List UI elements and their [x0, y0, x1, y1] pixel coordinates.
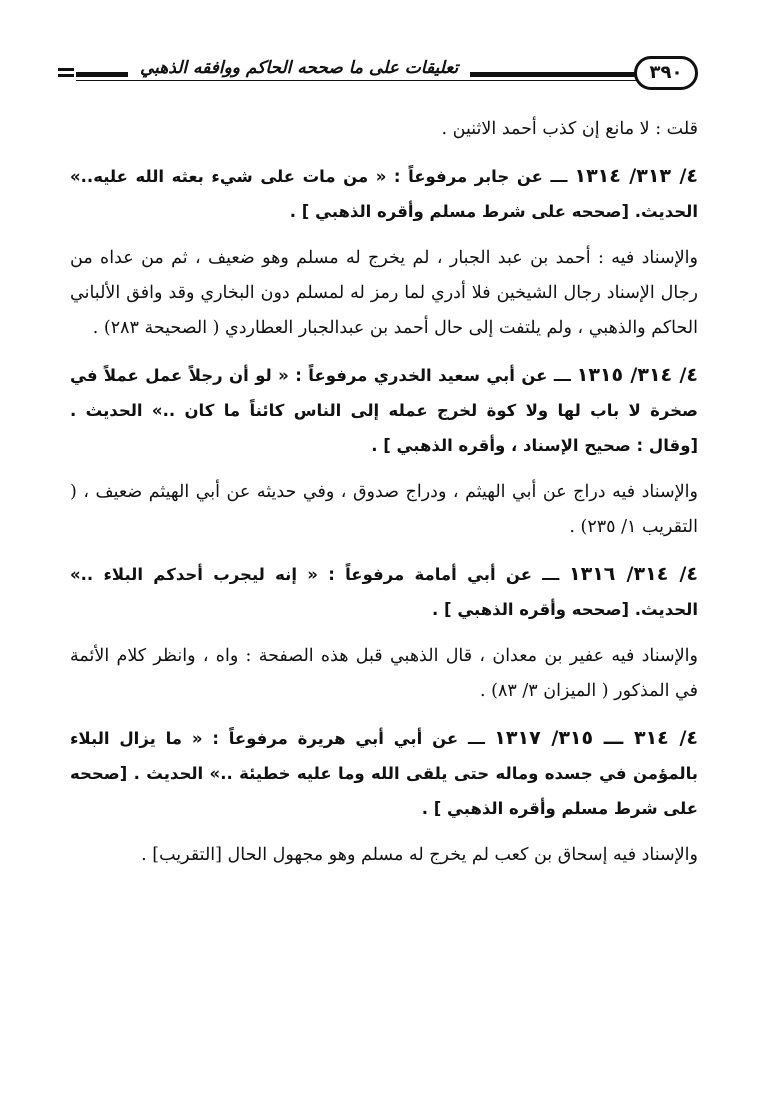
hadith-number: ٤/ ٣١٤ ـــ ٣١٥/ ١٣١٧ — [494, 727, 699, 749]
comment-paragraph — [70, 475, 698, 545]
comment-paragraph — [70, 241, 698, 346]
comment-paragraph — [70, 639, 698, 709]
comment-text: والإسناد فيه : أحمد بن عبد الجبار ، لم يخرج له مسلم وهو ضعيف ، ثم من عداه من رجال الإسناد رجال الشيخين فلا أدري لما رمز له لمسلم دون البخاري وقد وافق الألباني الحاكم والذهبي ، ولم يلتفت إلى حال أحمد بن عبدالجبار العطاردي ( الصحيحة ٢٨٣) . — [70, 248, 698, 338]
comment-text: والإسناد فيه دراج عن أبي الهيثم ، ودراج صدوق ، وفي حديثه عن أبي الهيثم ضعيف ، ( التقريب ١/ ٢٣٥) . — [70, 482, 698, 537]
hadith-text: ـــ عن جابر مرفوعاً : « من مات على شيء بعثه الله عليه..» الحديث. [صححه على شرط مسلم وأقره الذهبي ] . — [70, 167, 698, 221]
hadith-number: ٤/ ٣١٤/ ١٣١٦ — [569, 563, 698, 585]
page-number: ٣٩٠ — [634, 56, 698, 90]
hadith-entry — [70, 358, 698, 463]
header-rule-thin — [76, 80, 638, 81]
comment-paragraph — [70, 112, 698, 147]
hadith-number: ٤/ ٣١٣/ ١٣١٤ — [574, 165, 698, 187]
comment-text: والإسناد فيه إسحاق بن كعب لم يخرج له مسلم وهو مجهول الحال [التقريب] . — [141, 845, 698, 865]
comment-paragraph — [70, 838, 698, 873]
body-text — [70, 112, 698, 885]
hadith-number: ٤/ ٣١٤/ ١٣١٥ — [576, 364, 699, 386]
comment-text: والإسناد فيه عفير بن معدان ، قال الذهبي قبل هذه الصفحة : واه ، وانظر كلام الأئمة في المذكور ( الميزان ٣/ ٨٣) . — [70, 646, 698, 701]
header-double-bar-mark — [58, 68, 74, 82]
hadith-text: ـــ عن أبي سعيد الخدري مرفوعاً : « لو أن رجلاً عمل عملاً في صخرة لا باب لها ولا كوة لخرج عمله إلى الناس كائناً ما كان ..» الحديث . [وقال : صحيح الإسناد ، وأقره الذهبي ] . — [70, 366, 698, 455]
running-header — [58, 54, 698, 94]
header-title: تعليقات على ما صححه الحاكم ووافقه الذهبي — [128, 58, 470, 78]
hadith-entry — [70, 721, 698, 826]
hadith-entry — [70, 557, 698, 627]
hadith-text: ـــ عن أبي أمامة مرفوعاً : « إنه ليجرب أحدكم البلاء ..» الحديث. [صححه وأقره الذهبي ] . — [70, 565, 698, 619]
comment-text: قلت : لا مانع إن كذب أحمد الاثنين . — [441, 119, 698, 139]
hadith-text: ـــ عن أبي أبي هريرة مرفوعاً : « ما يزال البلاء بالمؤمن في جسده وماله حتى يلقى الله وما عليه خطيئة ..» الحديث . [صححه على شرط مسلم وأقره الذهبي ] . — [70, 729, 698, 818]
hadith-entry — [70, 159, 698, 229]
